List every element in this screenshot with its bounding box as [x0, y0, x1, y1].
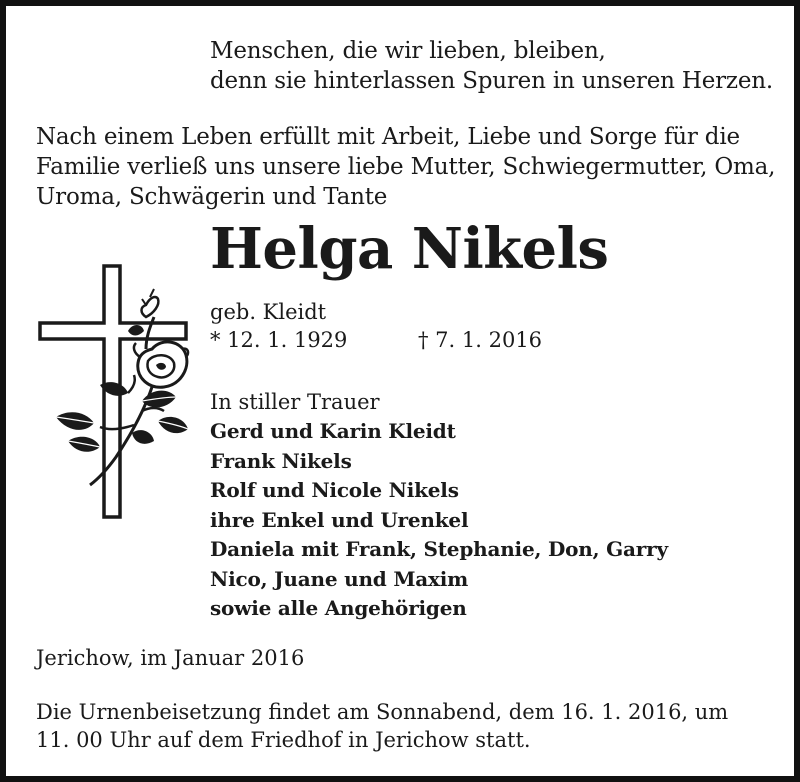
death-date: † 7. 1. 2016 [418, 328, 543, 352]
mourner-line: ihre Enkel und Urenkel [210, 507, 469, 532]
funeral-line-1: Die Urnenbeisetzung findet am Sonnabend, dem 16. 1. 2016, um [36, 700, 729, 724]
motto-line-1: Menschen, die wir lieben, bleiben, [210, 38, 606, 64]
mourner-line: Frank Nikels [210, 448, 352, 473]
motto-line-2: denn sie hinterlassen Spuren in unseren Herzen. [210, 68, 773, 94]
mourner-line: sowie alle Angehörigen [210, 596, 467, 620]
intro-line-1: Nach einem Leben erfüllt mit Arbeit, Liebe und Sorge für die [36, 124, 740, 150]
mourner-line: Daniela mit Frank, Stephanie, Don, Garry [210, 537, 668, 561]
intro-text [36, 122, 781, 212]
mourners-list [210, 417, 668, 624]
mourner-line: Rolf und Nicole Nikels [210, 478, 459, 502]
mourner-line: Gerd und Karin Kleidt [210, 419, 456, 443]
funeral-info [36, 698, 786, 754]
mourning-heading: In stiller Trauer [210, 390, 380, 414]
mourner-line: Nico, Juane und Maxim [210, 566, 469, 591]
deceased-name: Helga Nikels [210, 216, 609, 282]
birth-name: geb. Kleidt [210, 300, 327, 324]
intro-line-2: Familie verließ uns unsere liebe Mutter, Schwiegermutter, Oma, [36, 154, 776, 180]
birth-date: * 12. 1. 1929 [210, 328, 348, 352]
place-and-date: Jerichow, im Januar 2016 [36, 646, 305, 670]
funeral-line-2: 11. 00 Uhr auf dem Friedhof in Jerichow statt. [36, 728, 531, 752]
cross-rose-icon [34, 261, 194, 523]
intro-line-3: Uroma, Schwägerin und Tante [36, 184, 388, 210]
motto-verse [210, 36, 773, 96]
